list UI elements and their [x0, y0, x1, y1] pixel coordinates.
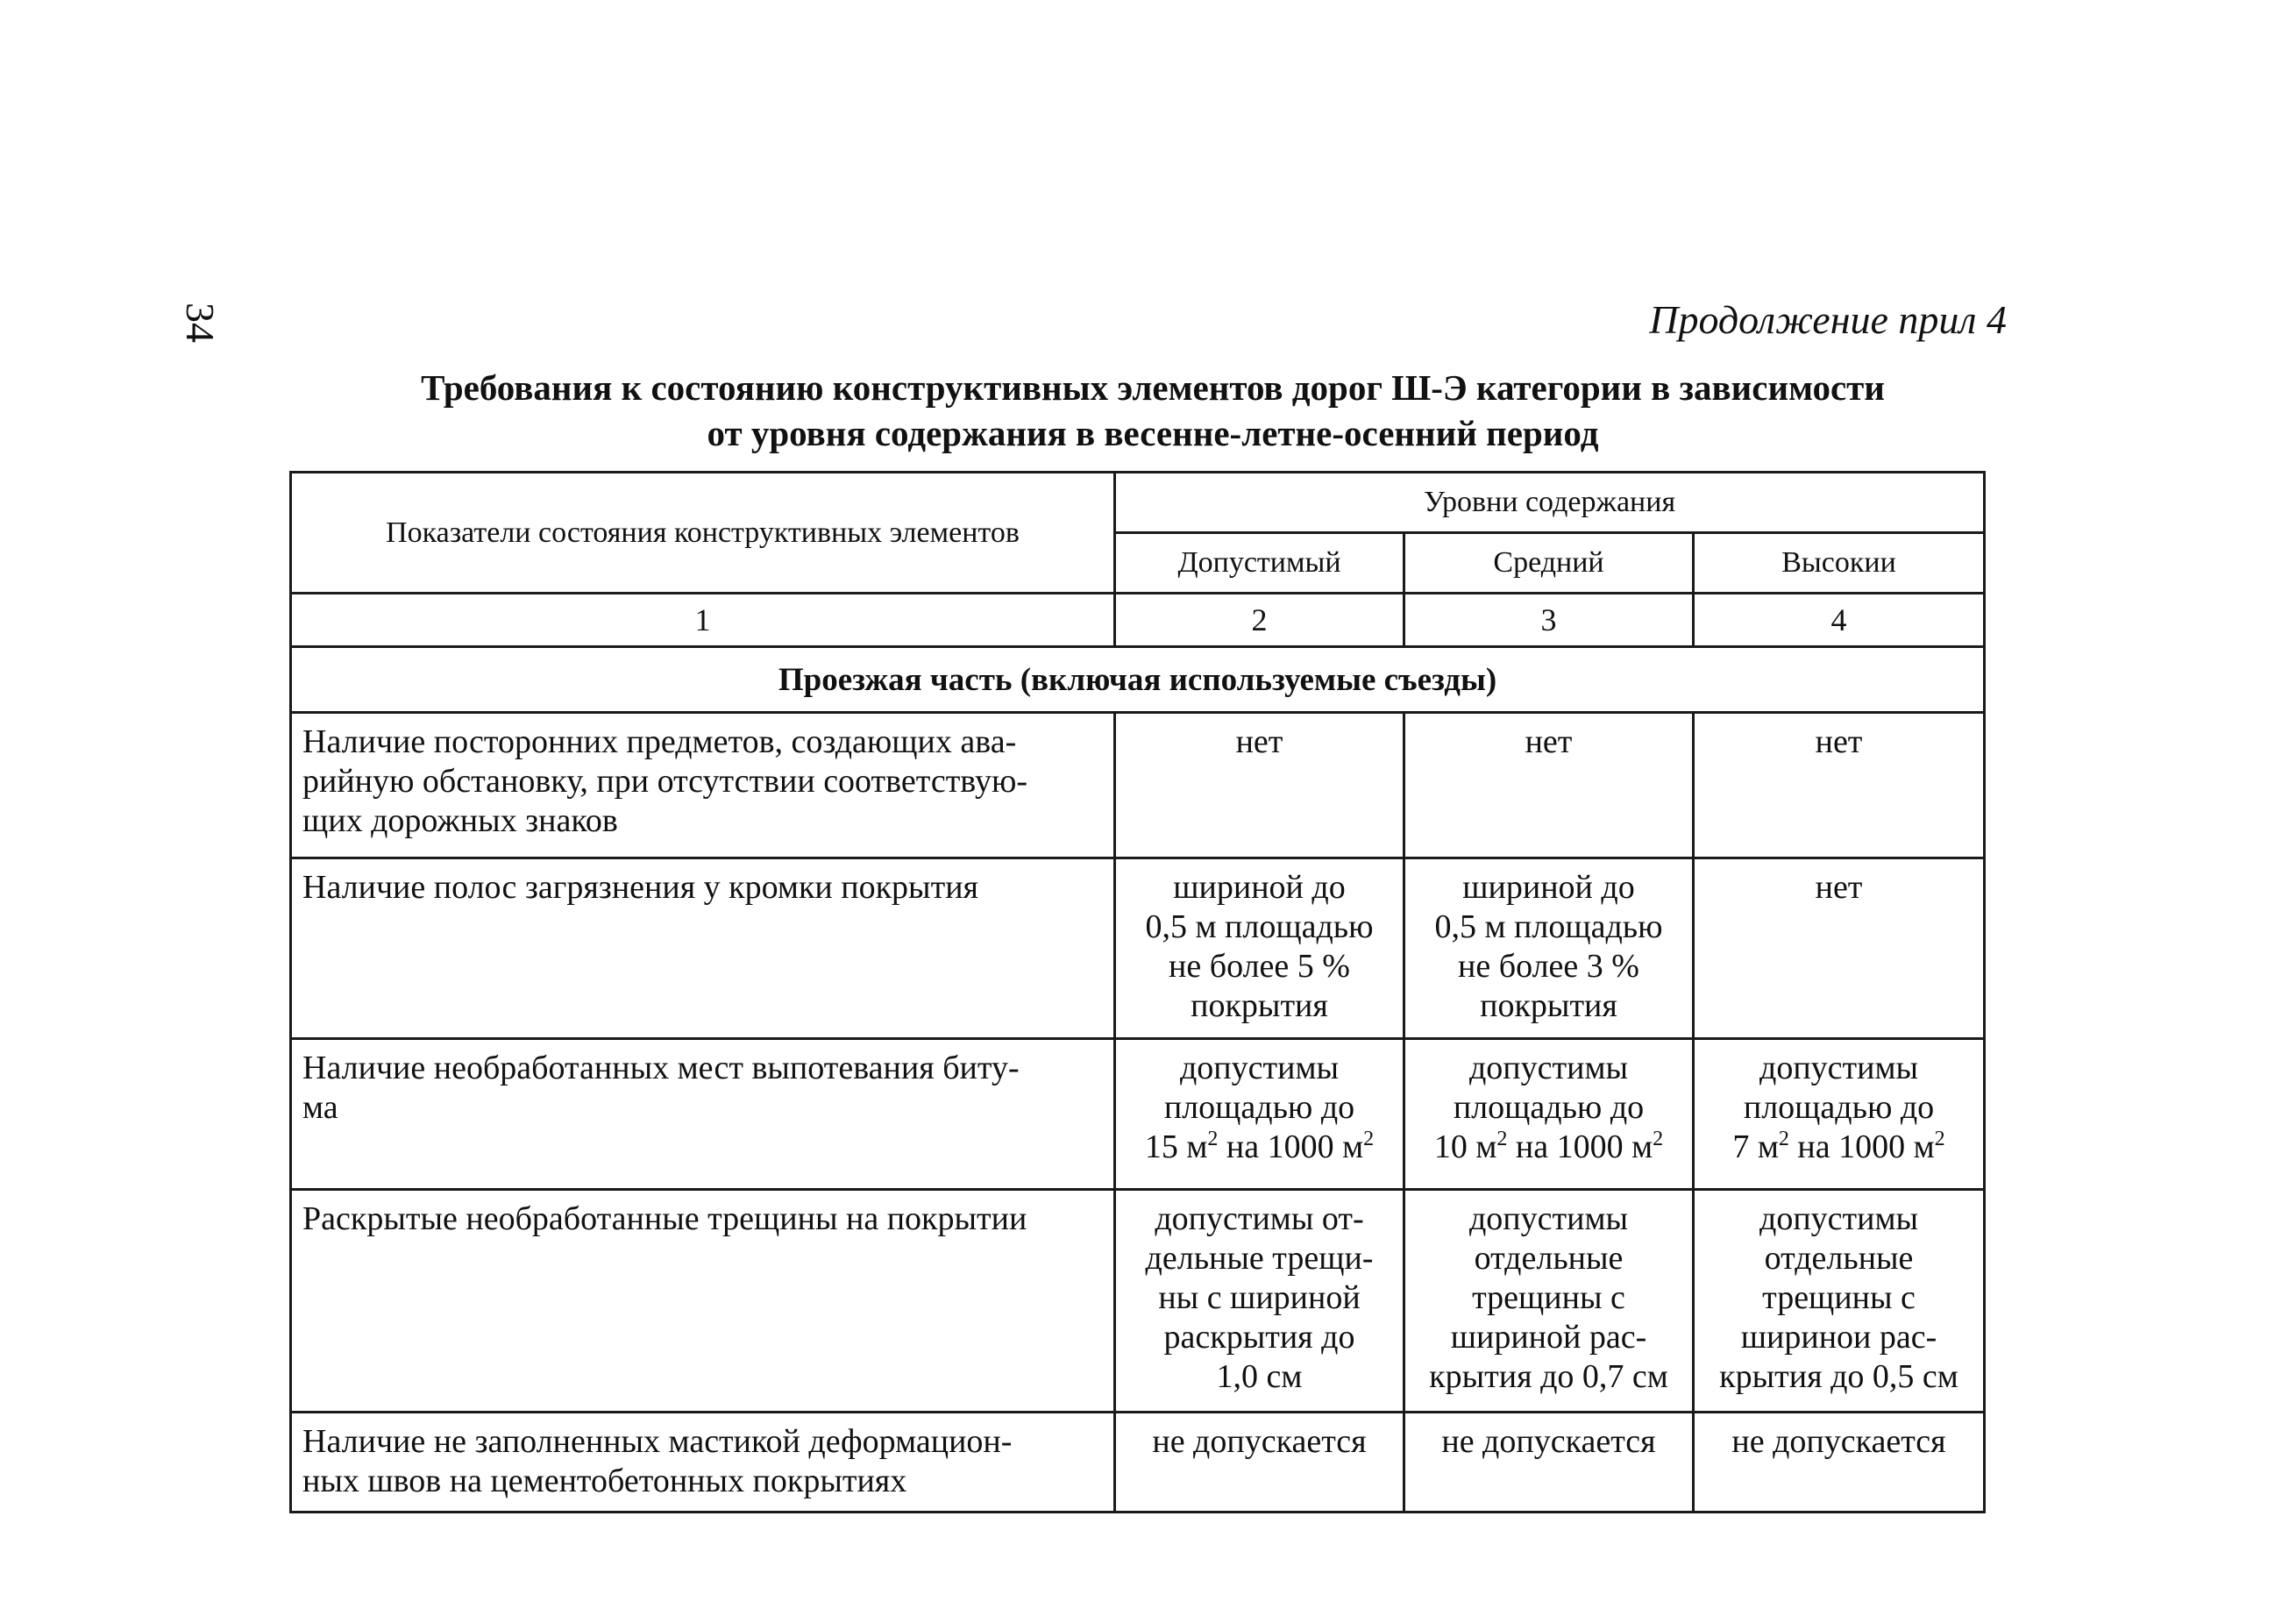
value-line: ны с шириной	[1158, 1279, 1361, 1316]
area-value: на 1000 м	[1788, 1128, 1935, 1165]
value-line: трещины с	[1472, 1279, 1625, 1316]
indicator-line: рийную обстановку, при отсутствии соответствую-	[302, 763, 1027, 800]
value-line: допустимы от-	[1155, 1200, 1364, 1237]
value-line: нет	[1815, 869, 1863, 906]
value-line: не более 5 %	[1169, 948, 1350, 985]
area-exponent: 2	[1363, 1128, 1375, 1150]
section-heading: Проезжая часть (включая используемые съезды)	[291, 647, 1985, 713]
value-cell	[1694, 1039, 1985, 1190]
indicator-line: Наличие полос загрязнения у кромки покрытия	[302, 869, 979, 906]
value-line: нет	[1815, 723, 1863, 760]
column-number: 1	[291, 594, 1115, 647]
value-line: покрытия	[1480, 987, 1617, 1024]
area-value: 15 м	[1144, 1128, 1208, 1165]
value-line: допустимы	[1179, 1050, 1340, 1086]
value-cell	[1404, 1190, 1694, 1413]
value-line: отдельные	[1764, 1240, 1914, 1277]
value-line: 1,0 см	[1216, 1358, 1303, 1395]
table-row	[291, 858, 1985, 1039]
page-number: 34	[178, 303, 223, 343]
value-line: покрытия	[1191, 987, 1328, 1024]
value-cell	[1694, 858, 1985, 1039]
indicator-line: ма	[302, 1089, 338, 1126]
header-level-acceptable: Допустимый	[1115, 533, 1404, 594]
value-line: не допускается	[1441, 1423, 1656, 1460]
value-line: раскрытия до	[1163, 1319, 1355, 1356]
value-cell	[1694, 1413, 1985, 1513]
value-line: не более 3 %	[1458, 948, 1639, 985]
value-cell	[1404, 1039, 1694, 1190]
column-numbers-row	[291, 594, 1985, 647]
area-exponent: 2	[1778, 1128, 1789, 1150]
table-row	[291, 1413, 1985, 1513]
document-title	[289, 365, 2016, 456]
indicator-cell	[291, 713, 1115, 858]
area-line	[1698, 1128, 1980, 1167]
value-cell	[1115, 1039, 1404, 1190]
value-line: шириной до	[1462, 869, 1635, 906]
indicator-line: щих дорожных знаков	[302, 802, 618, 839]
value-line: нет	[1525, 723, 1573, 760]
value-line: допустимы	[1468, 1050, 1629, 1086]
area-exponent: 2	[1653, 1128, 1664, 1150]
area-value: 10 м	[1433, 1128, 1497, 1165]
title-line-2: от уровня содержания в весенне-летне-осенний период	[707, 413, 1599, 453]
column-number: 4	[1694, 594, 1985, 647]
table-row	[291, 1190, 1985, 1413]
value-line: шириной рас-	[1450, 1319, 1647, 1356]
area-value: 7 м	[1732, 1128, 1779, 1165]
title-line-1: Требования к состоянию конструктивных элементов дорог Ш-Э категории в зависимости	[421, 367, 1885, 408]
value-line: допустимы	[1759, 1050, 1919, 1086]
table-row	[291, 1039, 1985, 1190]
requirements-table	[289, 471, 1986, 1513]
value-cell	[1115, 1190, 1404, 1413]
indicator-cell	[291, 858, 1115, 1039]
indicator-line: Раскрытые необработанные трещины на покрытии	[302, 1200, 1027, 1237]
area-value: на 1000 м	[1218, 1128, 1364, 1165]
value-line: нет	[1235, 723, 1283, 760]
area-line	[1409, 1128, 1688, 1167]
indicator-line: Наличие необработанных мест выпотевания биту-	[302, 1050, 1020, 1086]
section-row	[291, 647, 1985, 713]
value-line: площадью до	[1743, 1089, 1935, 1126]
value-cell	[1115, 1413, 1404, 1513]
header-level-medium: Средний	[1404, 533, 1694, 594]
value-line: допустимы	[1468, 1200, 1629, 1237]
value-cell	[1404, 713, 1694, 858]
header-levels: Уровни содержания	[1115, 473, 1985, 533]
value-line: дельные трещи-	[1145, 1240, 1374, 1277]
indicator-line: Наличие не заполненных мастикой деформацион-	[302, 1423, 1013, 1460]
value-line: крытия до 0,5 см	[1719, 1358, 1958, 1395]
header-indicators: Показатели состояния конструктивных элементов	[291, 473, 1115, 594]
value-cell	[1404, 858, 1694, 1039]
area-exponent: 2	[1207, 1128, 1219, 1150]
indicator-cell	[291, 1413, 1115, 1513]
value-line: не допускается	[1731, 1423, 1946, 1460]
area-line	[1120, 1128, 1399, 1167]
value-line: не допускается	[1152, 1423, 1367, 1460]
value-line: ширинои рас-	[1740, 1319, 1937, 1356]
value-cell	[1694, 713, 1985, 858]
indicator-line: Наличие посторонних предметов, создающих ава-	[302, 723, 1017, 760]
indicator-line: ных швов на цементобетонных покрытиях	[302, 1463, 907, 1499]
continuation-note: Продолжение прил 4	[1649, 297, 2007, 342]
value-line: площадью до	[1163, 1089, 1355, 1126]
indicator-cell	[291, 1190, 1115, 1413]
value-line: трещины с	[1762, 1279, 1916, 1316]
area-value: на 1000 м	[1507, 1128, 1653, 1165]
value-line: крытия до 0,7 см	[1429, 1358, 1668, 1395]
indicator-cell	[291, 1039, 1115, 1190]
value-cell	[1115, 713, 1404, 858]
value-line: отдельные	[1474, 1240, 1624, 1277]
value-line: допустимы	[1759, 1200, 1919, 1237]
header-row-1	[291, 473, 1985, 533]
value-line: 0,5 м площадью	[1145, 908, 1374, 945]
value-line: площадью до	[1453, 1089, 1645, 1126]
value-line: шириной до	[1173, 869, 1346, 906]
column-number: 2	[1115, 594, 1404, 647]
table-row	[291, 713, 1985, 858]
header-level-high: Высокии	[1694, 533, 1985, 594]
area-exponent: 2	[1496, 1128, 1508, 1150]
area-exponent: 2	[1934, 1128, 1945, 1150]
value-cell	[1115, 858, 1404, 1039]
value-cell	[1694, 1190, 1985, 1413]
column-number: 3	[1404, 594, 1694, 647]
value-cell	[1404, 1413, 1694, 1513]
value-line: 0,5 м площадью	[1434, 908, 1663, 945]
